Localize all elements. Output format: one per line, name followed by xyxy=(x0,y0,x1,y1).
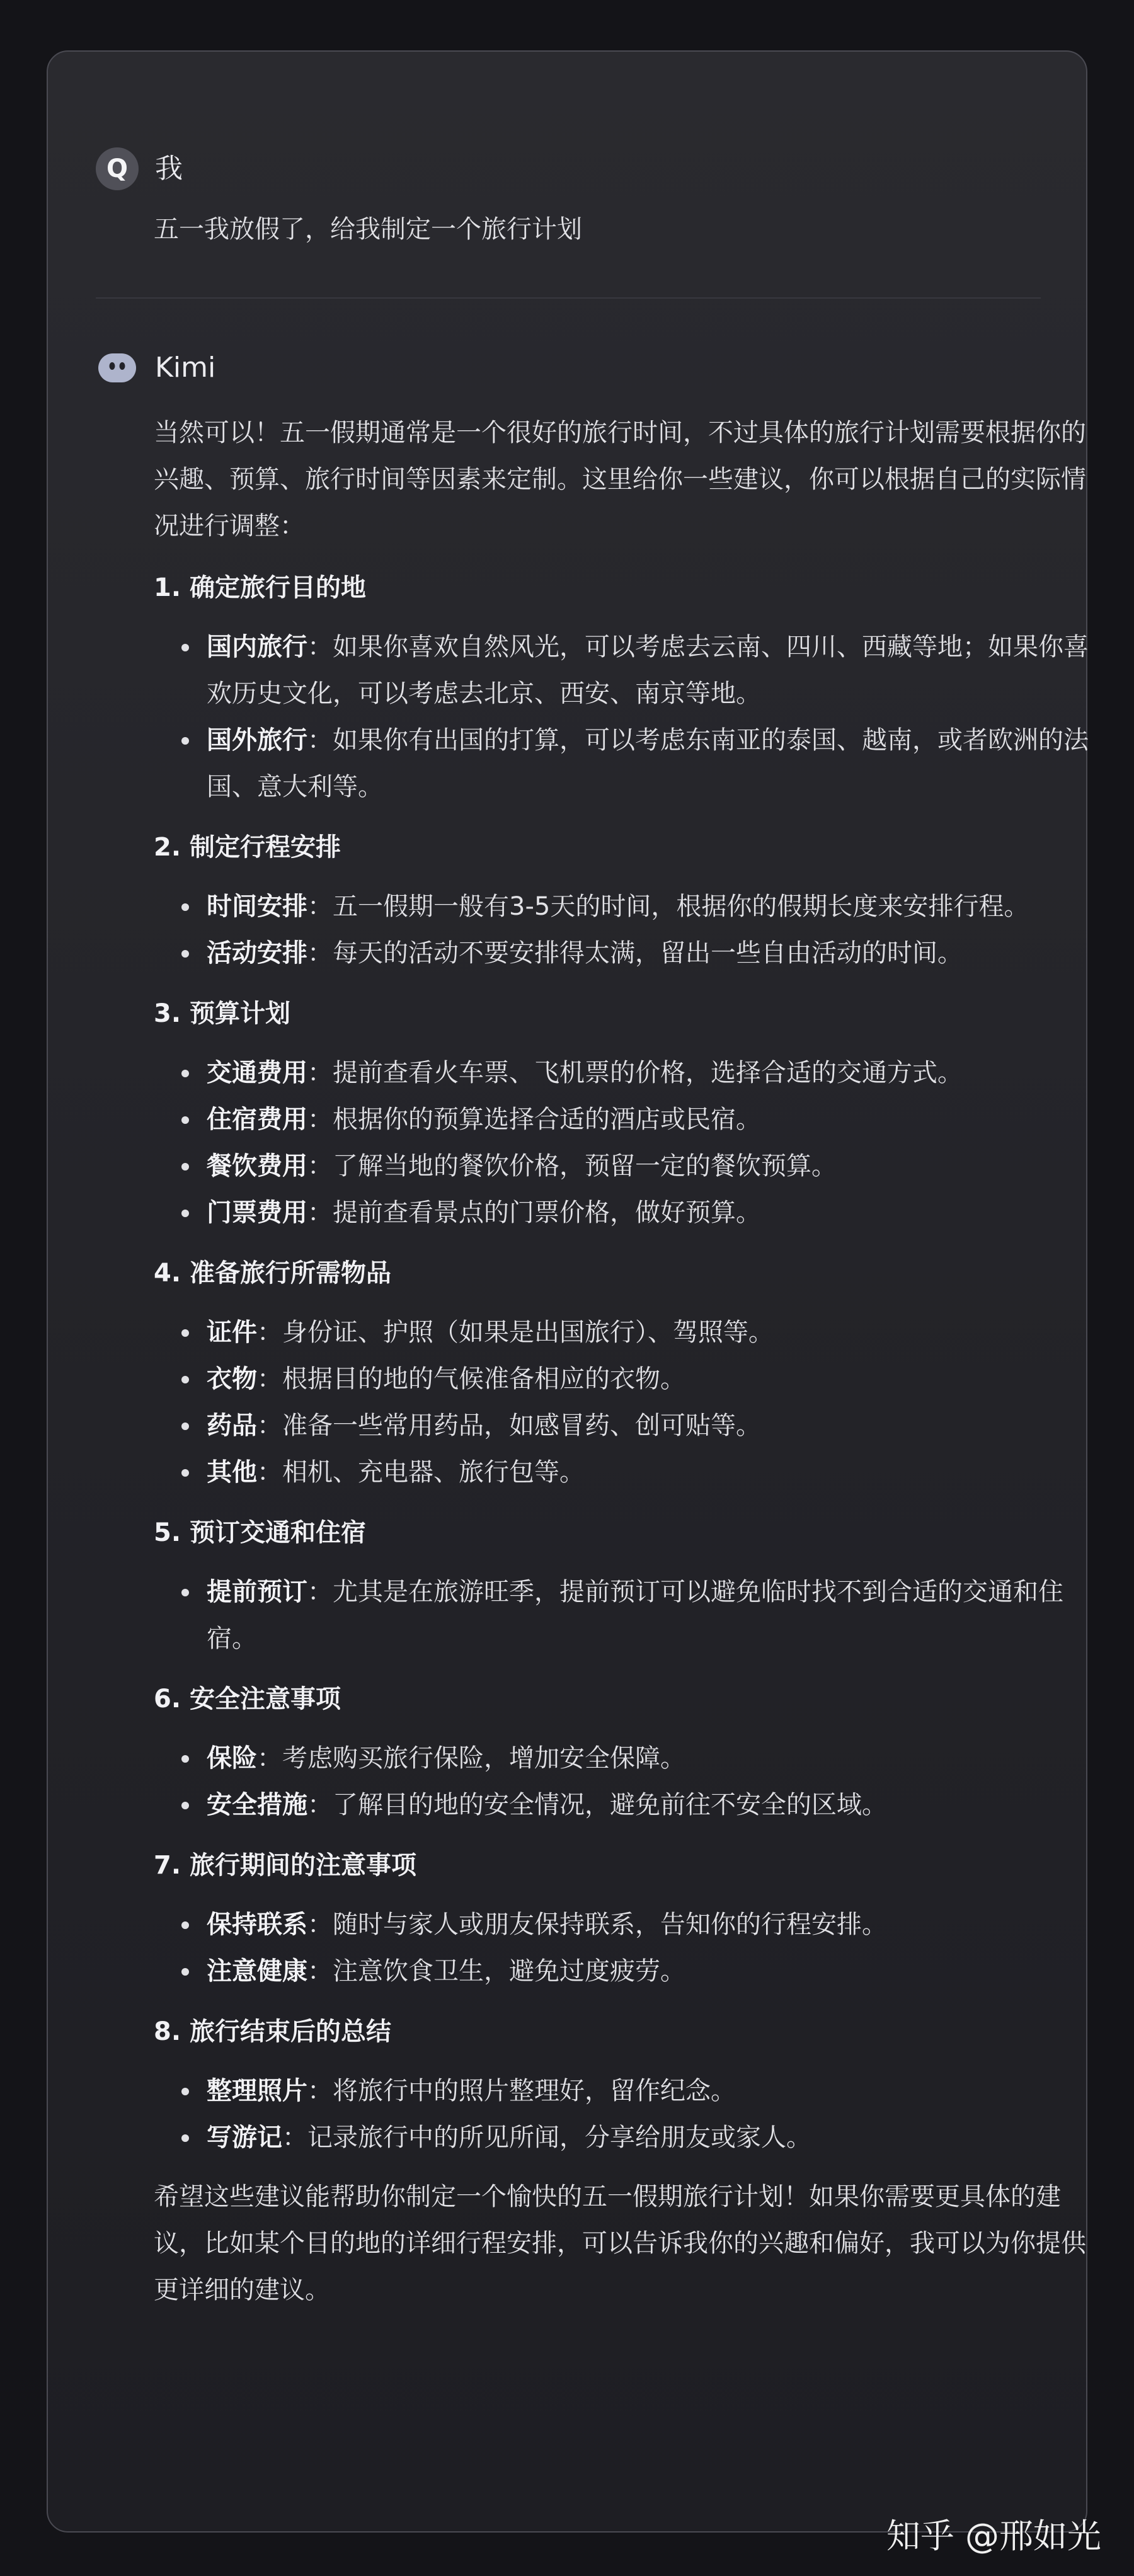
list-item xyxy=(154,1309,1097,1356)
user-message-header xyxy=(96,146,183,192)
list-item-label: 保险 xyxy=(207,1744,257,1773)
list-item xyxy=(154,2114,1097,2161)
list-item xyxy=(154,883,1097,930)
user-avatar xyxy=(96,147,139,190)
avatar-letter: Q xyxy=(106,154,128,183)
section-title: 2. 制定行程安排 xyxy=(154,833,341,862)
list-item-text: ：根据目的地的气候准备相应的衣物。 xyxy=(257,1365,685,1394)
list-item-text: ：准备一些常用药品，如感冒药、创可贴等。 xyxy=(257,1411,761,1440)
list-item xyxy=(154,1901,1097,1948)
watermark: 知乎 @邢如光 xyxy=(886,2516,1101,2556)
chat-card xyxy=(47,50,1087,2533)
list-item-label: 药品 xyxy=(207,1411,257,1440)
answer-sections xyxy=(154,564,1097,2161)
list-item-text: ：根据你的预算选择合适的酒店或民宿。 xyxy=(307,1105,761,1134)
list-item-text: ：如果你有出国的打算，可以考虑东南亚的泰国、越南，或者欧洲的法国、意大利等。 xyxy=(207,726,1089,801)
list-item-label: 餐饮费用 xyxy=(207,1152,307,1181)
list-item xyxy=(154,930,1097,976)
user-name: 我 xyxy=(155,152,183,185)
list-item-text: ：注意饮食卫生，避免过度疲劳。 xyxy=(307,1957,685,1986)
assistant-answer xyxy=(154,409,1097,2313)
list-item-text: ：每天的活动不要安排得太满，留出一些自由活动的时间。 xyxy=(307,939,963,968)
list-item xyxy=(154,1050,1097,1096)
list-item-label: 提前预订 xyxy=(207,1577,307,1606)
list-item xyxy=(154,1402,1097,1449)
list-item xyxy=(154,1143,1097,1189)
section-title: 8. 旅行结束后的总结 xyxy=(154,2017,391,2046)
section-list xyxy=(154,1901,1097,1995)
list-item-text: ：记录旅行中的所见所闻，分享给朋友或家人。 xyxy=(282,2123,811,2152)
section-list xyxy=(154,883,1097,976)
list-item-text: ：五一假期一般有3-5天的时间，根据你的假期长度来安排行程。 xyxy=(307,892,1029,921)
list-item-label: 其他 xyxy=(207,1458,257,1487)
section-list xyxy=(154,1735,1097,1828)
list-item-text: ：将旅行中的照片整理好，留作纪念。 xyxy=(307,2076,736,2105)
list-item-text: ：相机、充电器、旅行包等。 xyxy=(257,1458,585,1487)
section-title: 6. 安全注意事项 xyxy=(154,1685,341,1714)
list-item-label: 时间安排 xyxy=(207,892,307,921)
list-item-text: ：身份证、护照（如果是出国旅行）、驾照等。 xyxy=(257,1318,774,1347)
section-list xyxy=(154,1050,1097,1236)
list-item-text: ：了解当地的餐饮价格，预留一定的餐饮预算。 xyxy=(307,1152,837,1181)
list-item xyxy=(154,1569,1097,1662)
answer-intro: 当然可以！五一假期通常是一个很好的旅行时间，不过具体的旅行计划需要根据你的兴趣、预算、旅行时间等因素来定制。这里给你一些建议，你可以根据自己的实际情况进行调整： xyxy=(154,418,1086,541)
list-item-label: 整理照片 xyxy=(207,2076,307,2105)
section-title: 7. 旅行期间的注意事项 xyxy=(154,1851,416,1880)
list-item-label: 国外旅行 xyxy=(207,726,307,755)
list-item-label: 活动安排 xyxy=(207,939,307,968)
list-item-text: ：考虑购买旅行保险，增加安全保障。 xyxy=(257,1744,685,1773)
list-item-text: ：随时与家人或朋友保持联系，告知你的行程安排。 xyxy=(307,1910,887,1939)
list-item-label: 注意健康 xyxy=(207,1957,307,1986)
list-item-label: 住宿费用 xyxy=(207,1105,307,1134)
list-item-text: ：尤其是在旅游旺季，提前预订可以避免临时找不到合适的交通和住宿。 xyxy=(207,1577,1063,1653)
list-item xyxy=(154,1735,1097,1782)
list-item-label: 安全措施 xyxy=(207,1790,307,1819)
section-title: 1. 确定旅行目的地 xyxy=(154,573,366,602)
list-item-label: 证件 xyxy=(207,1318,257,1347)
user-message-text: 五一我放假了，给我制定一个旅行计划 xyxy=(154,215,582,244)
list-item xyxy=(154,624,1097,717)
assistant-message-header xyxy=(96,345,215,391)
message-divider xyxy=(96,297,1041,299)
list-item-label: 衣物 xyxy=(207,1365,257,1394)
assistant-name: Kimi xyxy=(155,352,216,384)
list-item xyxy=(154,2068,1097,2114)
section-list xyxy=(154,624,1097,810)
list-item-text: ：了解目的地的安全情况，避免前往不安全的区域。 xyxy=(307,1790,887,1819)
list-item xyxy=(154,1948,1097,1995)
list-item-text: ：如果你喜欢自然风光，可以考虑去云南、四川、西藏等地；如果你喜欢历史文化，可以考虑去北京、西安、南京等地。 xyxy=(207,633,1089,708)
list-item xyxy=(154,1096,1097,1143)
list-item xyxy=(154,1782,1097,1828)
list-item xyxy=(154,1449,1097,1496)
answer-closing: 希望这些建议能帮助你制定一个愉快的五一假期旅行计划！如果你需要更具体的建议，比如某个目的地的详细行程安排，可以告诉我你的兴趣和偏好，我可以为你提供更详细的建议。 xyxy=(154,2182,1086,2304)
list-item-label: 门票费用 xyxy=(207,1198,307,1227)
list-item-label: 交通费用 xyxy=(207,1058,307,1087)
list-item-label: 国内旅行 xyxy=(207,633,307,661)
list-item-text: ：提前查看景点的门票价格，做好预算。 xyxy=(307,1198,761,1227)
list-item xyxy=(154,717,1097,810)
section-list xyxy=(154,1569,1097,1662)
section-title: 4. 准备旅行所需物品 xyxy=(154,1259,391,1288)
list-item xyxy=(154,1356,1097,1402)
kimi-face-icon xyxy=(96,346,139,389)
list-item xyxy=(154,1189,1097,1236)
section-list xyxy=(154,2068,1097,2161)
list-item-label: 保持联系 xyxy=(207,1910,307,1939)
section-title: 3. 预算计划 xyxy=(154,999,290,1028)
list-item-label: 写游记 xyxy=(207,2123,282,2152)
list-item-text: ：提前查看火车票、飞机票的价格，选择合适的交通方式。 xyxy=(307,1058,963,1087)
section-title: 5. 预订交通和住宿 xyxy=(154,1518,366,1547)
section-list xyxy=(154,1309,1097,1496)
